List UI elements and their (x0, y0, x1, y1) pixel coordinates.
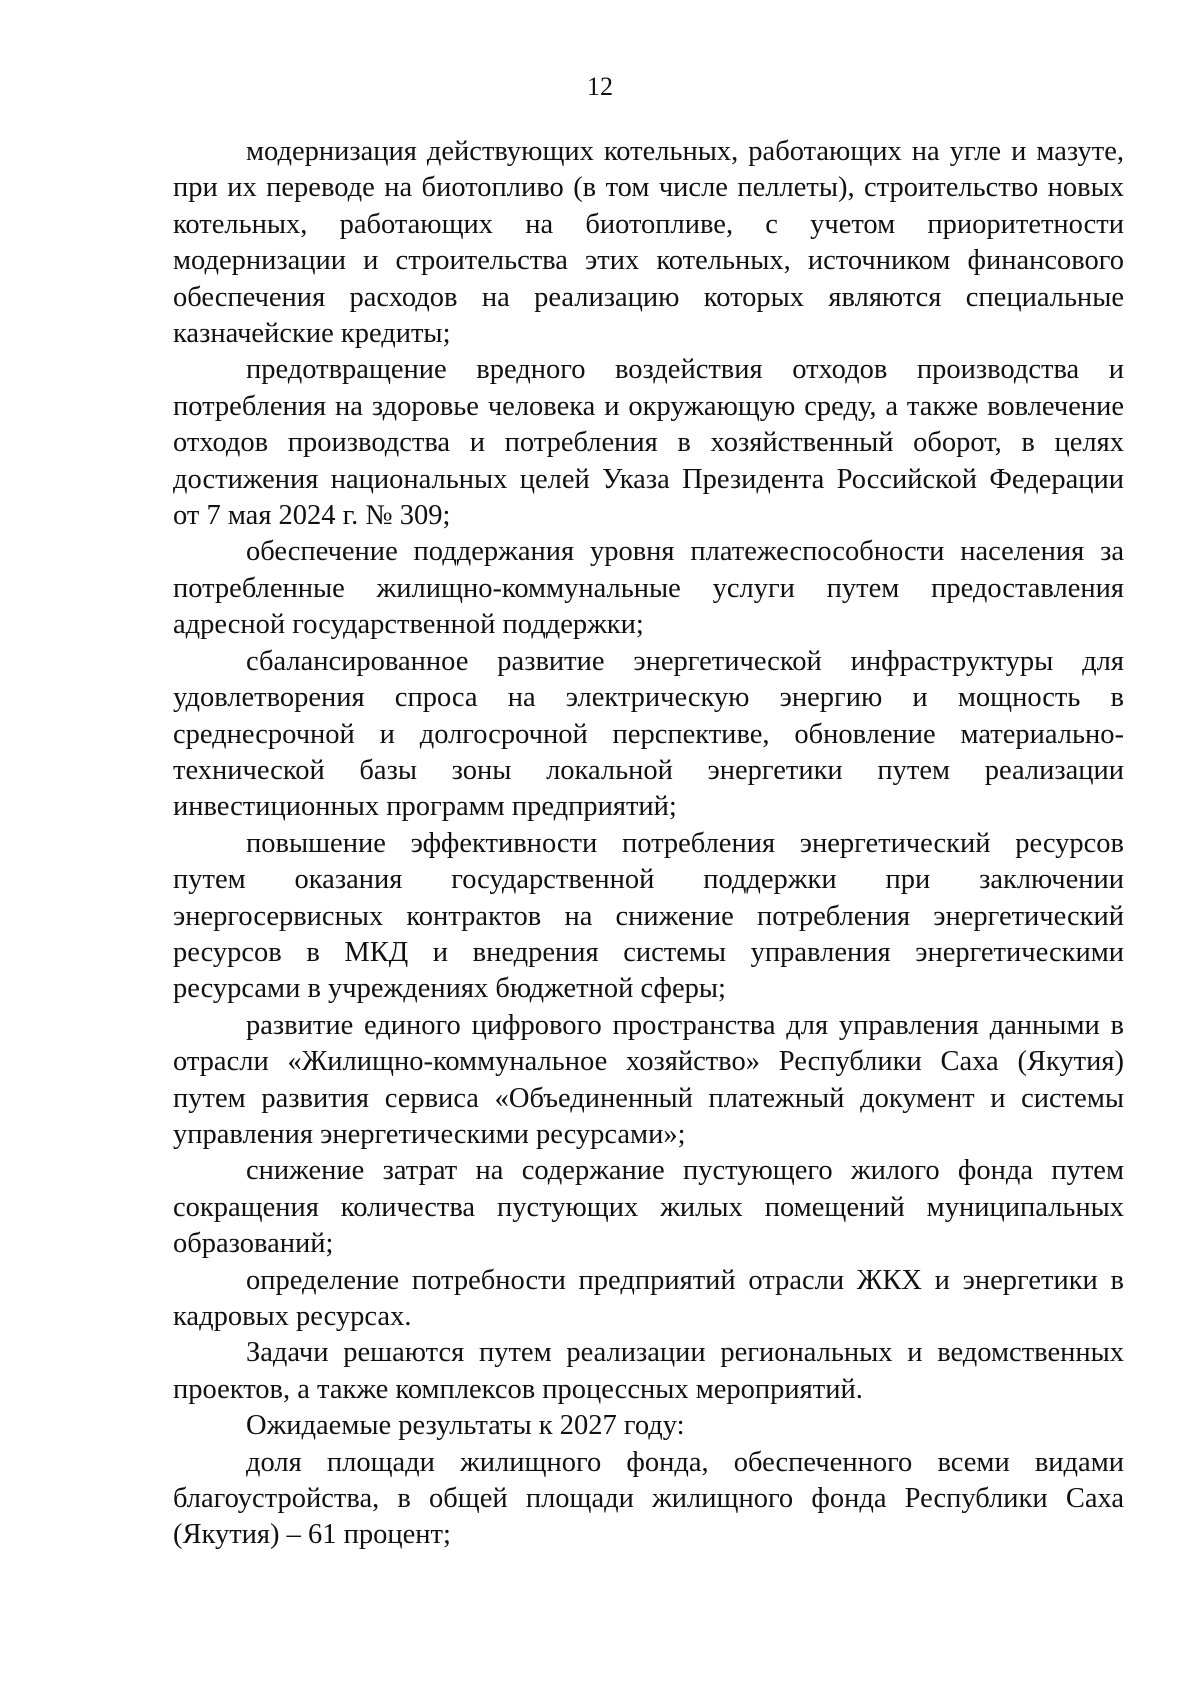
paragraph-tasks-solution: Задачи решаются путем реализации региональных и ведомственных проектов, а также комплексов процессных мероприятий. (173, 1337, 1124, 1405)
paragraph-digital-space: развитие единого цифрового пространства для управления данными в отрасли «Жилищно-коммунальное хозяйство» Республики Саха (Якутия) путем развития сервиса «Объединенный платежный документ и системы управления энергетическими ресурсами»; (173, 1009, 1124, 1150)
page-number: 12 (587, 72, 613, 101)
paragraph-waste-prevention: предотвращение вредного воздействия отходов производства и потребления на здоровье человека и окружающую среду, а также вовлечение отходов производства и потребления в хозяйственный оборот, в целях достижения национальных целей Указа Президента Российской Федерации от 7 мая 2024 г. № 309; (173, 354, 1124, 532)
paragraph-energy-infrastructure: сбалансированное развитие энергетической инфраструктуры для удовлетворения спроса на электрическую энергию и мощность в среднесрочной и долгосрочной перспективе, обновление материально-технической базы зоны локальной энергетики путем реализации инвестиционных программ предприятий; (173, 645, 1124, 823)
paragraph-vacant-housing: снижение затрат на содержание пустующего жилого фонда путем сокращения количества пустующих жилых помещений муниципальных образований; (173, 1155, 1124, 1260)
paragraph-expected-results-heading: Ожидаемые результаты к 2027 году: (246, 1410, 685, 1442)
paragraph-housing-amenities-share: доля площади жилищного фонда, обеспеченного всеми видами благоустройства, в общей площади жилищного фонда Республики Саха (Якутия) – 61 процент; (173, 1446, 1124, 1551)
document-body (173, 134, 1124, 1554)
paragraph-boiler-modernization: модернизация действующих котельных, работающих на угле и мазуте, при их переводе на биотопливо (в том числе пеллеты), строительство новых котельных, работающих на биотопливе, с учетом приоритетности модернизации и строительства этих котельных, источником финансового обеспечения расходов на реализацию которых являются специальные казначейские кредиты; (173, 136, 1124, 350)
paragraph-solvency-support: обеспечение поддержания уровня платежеспособности населения за потребленные жилищно-коммунальные услуги путем предоставления адресной государственной поддержки; (173, 536, 1124, 641)
paragraph-staffing-needs: определение потребности предприятий отрасли ЖКХ и энергетики в кадровых ресурсах. (173, 1264, 1124, 1332)
paragraph-energy-efficiency: повышение эффективности потребления энергетический ресурсов путем оказания государственной поддержки при заключении энергосервисных контрактов на снижение потребления энергетический ресурсов в МКД и внедрения системы управления энергетическими ресурсами в учреждениях бюджетной сферы; (173, 827, 1124, 1005)
